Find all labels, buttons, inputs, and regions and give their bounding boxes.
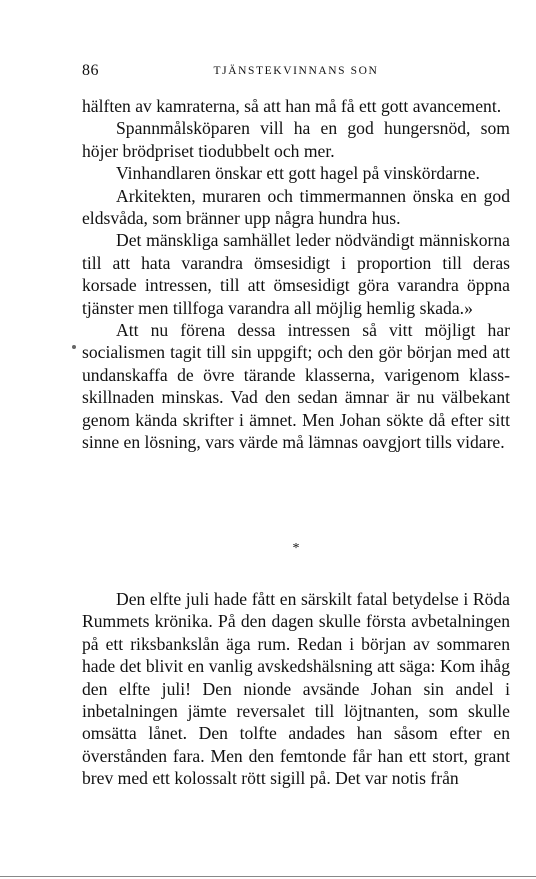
paragraph: Det mänskliga samhället leder nödvändigt människorna till att hata varandra ömsesidigt i proportion till deras korsade intressen, till att ömsesidigt göra varandra öppna tjänster men tillfoga varandra all möjlig hemlig skada.» — [82, 230, 510, 318]
text-block-lower — [82, 588, 510, 790]
section-divider: * — [292, 541, 300, 556]
running-title: TJÄNSTEKVINNANS SON — [213, 65, 379, 77]
page-edge-line — [0, 876, 536, 877]
scan-speck — [72, 345, 76, 349]
paragraph: hälften av kamraterna, så att han må få ett gott avancement. — [82, 96, 502, 116]
page-header — [82, 62, 510, 84]
paragraph: Arkitekten, muraren och timmermannen önska en god eldsvåda, som bränner upp några hundra hus. — [82, 185, 510, 229]
paragraph: Vinhandlaren önskar ett gott hagel på vinskördarne. — [116, 163, 480, 184]
page-number: 86 — [82, 62, 99, 79]
text-block-upper — [82, 95, 510, 454]
paragraph: Den elfte juli hade fått en särskilt fatal betydelse i Röda Rummets krönika. På den dagen skulle första avbetalningen på ett riksbankslån äga rum. Redan i början av sommaren hade det blivit en vanlig avskedshälsning att säga: Kom ihåg den elfte juli! Den nionde avsände Johan sin andel i inbetalningen jämte reversalet till löjtnanten, som skulle omsätta lånet. Den tolfte andades han såsom efter en överstånden fara. Men den femtonde får han ett stort, grant brev med ett kolossalt rött sigill på. Det var notis från — [82, 589, 510, 789]
paragraph: Spannmålsköparen vill ha en god hungersnöd, som höjer brödpriset tiodubbelt och mer. — [82, 118, 510, 161]
paragraph: Att nu förena dessa intressen så vitt möjligt har socialismen tagit till sin uppgift; och den gör början med att undanskaffa de övre tärande klasserna, varigenom klass-skillnaden minskas. Vad den sedan ämnar är nu välbekant genom kända skrifter i ämnet. Men Johan sökte då efter sitt sinne en lösning, vars värde må lämnas oavgjort tills vidare. — [82, 320, 510, 453]
